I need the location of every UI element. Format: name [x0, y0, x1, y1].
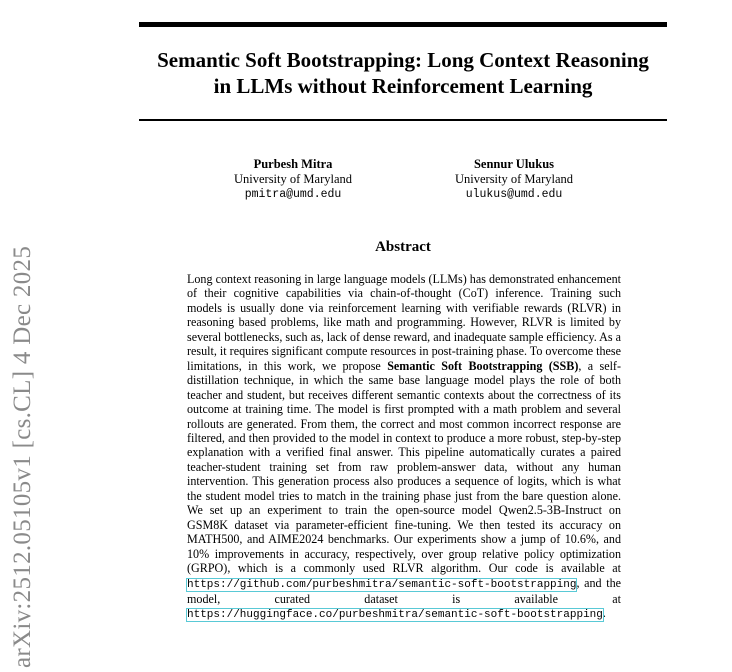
- title-top-rule: [139, 22, 667, 27]
- author-block-1: [193, 157, 393, 202]
- author-email: ulukus@umd.edu: [465, 188, 563, 201]
- author-affiliation: University of Maryland: [233, 172, 353, 186]
- author-name: Purbesh Mitra: [253, 157, 333, 171]
- author-email: pmitra@umd.edu: [244, 188, 342, 201]
- abstract-text-end: .: [602, 606, 606, 621]
- author-block-2: [414, 157, 614, 202]
- title-bottom-rule: [139, 119, 667, 121]
- arxiv-identifier-stamp: arXiv:2512.05105v1 [cs.CL] 4 Dec 2025: [9, 245, 36, 668]
- method-name-bold: Semantic Soft Bootstrapping (SSB): [387, 358, 579, 373]
- title-line-2: in LLMs without Reinforcement Learning: [213, 74, 593, 98]
- abstract-body: [187, 272, 621, 623]
- abstract-heading: Abstract: [375, 239, 431, 255]
- author-name: Sennur Ulukus: [473, 157, 555, 171]
- paper-title: [139, 47, 667, 99]
- code-repo-link[interactable]: https://github.com/purbeshmitra/semantic-soft-bootstrapping: [187, 578, 577, 591]
- abstract-text-mid: , and the model, curated dataset is available at: [187, 575, 621, 606]
- abstract-text-main: , a self-distillation technique, in which the same base language model plays the role of both teacher and student, but receives different semantic contexts about the correctness of its outcome at training time. The model is first prompted with a math problem and several rollouts are generated. From them, the correct and most common incorrect response are filtered, and then provided to the model in context to produce a more robust, step-by-step explanation with a verified final answer. This pipeline automatically curates a paired teacher-student training set from raw problem-answer data, without any human intervention. This generation process also produces a sequence of logits, which is what the student model tries to match in the training phase just from the bare question alone. We set up an experiment to train the open-source model Qwen2.5-3B-Instruct on GSM8K dataset via parameter-efficient fine-tuning. We then tested its accuracy on MATH500, and AIME2024 benchmarks. Our experiments show a jump of 10.6%, and 10% improvements in accuracy, respectively, over group relative policy optimization (GRPO), which is a commonly used RLVR algorithm. Our code is available at: [187, 358, 621, 576]
- title-line-1: Semantic Soft Bootstrapping: Long Context Reasoning: [157, 48, 649, 72]
- author-affiliation: University of Maryland: [454, 172, 574, 186]
- abstract-text-intro: Long context reasoning in large language models (LLMs) has demonstrated enhancement of their cognitive capabilities via chain-of-thought (CoT) inference. Training such models is usually done via reinforcement learning with verifiable rewards (RLVR) in reasoning based problems, like math and programming. However, RLVR is limited by several bottlenecks, such as, lack of dense reward, and inadequate sample efficiency. As a result, it requires significant compute resources in post-training phase. To overcome these limitations, in this work, we propose: [187, 272, 621, 373]
- dataset-link[interactable]: https://huggingface.co/purbeshmitra/semantic-soft-bootstrapping: [187, 609, 603, 622]
